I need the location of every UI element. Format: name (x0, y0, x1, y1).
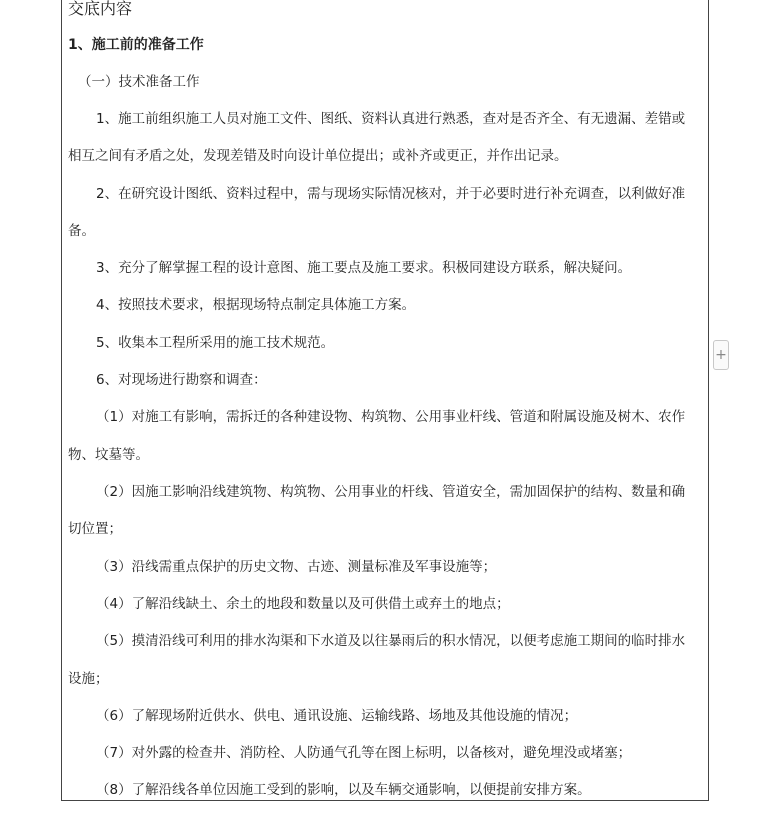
paragraph-line: 物、坟墓等。 (68, 447, 149, 463)
paragraph-line: 备。 (68, 223, 95, 239)
paragraph-line: 6、对现场进行勘察和调查： (96, 372, 267, 388)
paragraph-line: 相互之间有矛盾之处，发现差错及时向设计单位提出；或补齐或更正，并作出记录。 (68, 148, 568, 164)
paragraph-line: 切位置； (68, 521, 122, 537)
section-heading: 1、施工前的准备工作 (68, 37, 204, 53)
paragraph-line: 设施； (68, 671, 109, 687)
paragraph-line: （8）了解沿线各单位因施工受到的影响，以及车辆交通影响，以便提前安排方案。 (96, 782, 591, 798)
paragraph-line: （4）了解沿线缺土、余土的地段和数量以及可供借土或弃土的地点； (96, 596, 510, 612)
paragraph-line: （3）沿线需重点保护的历史文物、古迹、测量标准及军事设施等； (96, 559, 497, 575)
paragraph-line: 2、在研究设计图纸、资料过程中，需与现场实际情况核对，并于必要时进行补充调查，以利做好准 (96, 186, 686, 202)
document-title: 交底内容 (68, 0, 133, 18)
paragraph-line: （7）对外露的检查井、消防栓、人防通气孔等在图上标明，以备核对，避免埋没或堵塞； (96, 745, 632, 761)
expand-button[interactable] (713, 340, 729, 370)
subsection-heading: （一）技术准备工作 (78, 74, 200, 90)
paragraph-line: （6）了解现场附近供水、供电、通讯设施、运输线路、场地及其他设施的情况； (96, 708, 578, 724)
paragraph-line: （1）对施工有影响，需拆迁的各种建设物、构筑物、公用事业杆线、管道和附属设施及树木、农作 (96, 409, 686, 425)
paragraph-line: 5、收集本工程所采用的施工技术规范。 (96, 335, 335, 351)
plus-icon: + (715, 347, 727, 363)
paragraph-line: 4、按照技术要求，根据现场特点制定具体施工方案。 (96, 297, 416, 313)
paragraph-line: 1、施工前组织施工人员对施工文件、图纸、资料认真进行熟悉，查对是否齐全、有无遗漏、差错或 (96, 111, 686, 127)
paragraph-line: 3、充分了解掌握工程的设计意图、施工要点及施工要求。积极同建设方联系，解决疑问。 (96, 260, 632, 276)
paragraph-line: （2）因施工影响沿线建筑物、构筑物、公用事业的杆线、管道安全，需加固保护的结构、数量和确 (96, 484, 686, 500)
paragraph-line: （5）摸清沿线可利用的排水沟渠和下水道及以往暴雨后的积水情况，以便考虑施工期间的临时排水 (96, 633, 686, 649)
